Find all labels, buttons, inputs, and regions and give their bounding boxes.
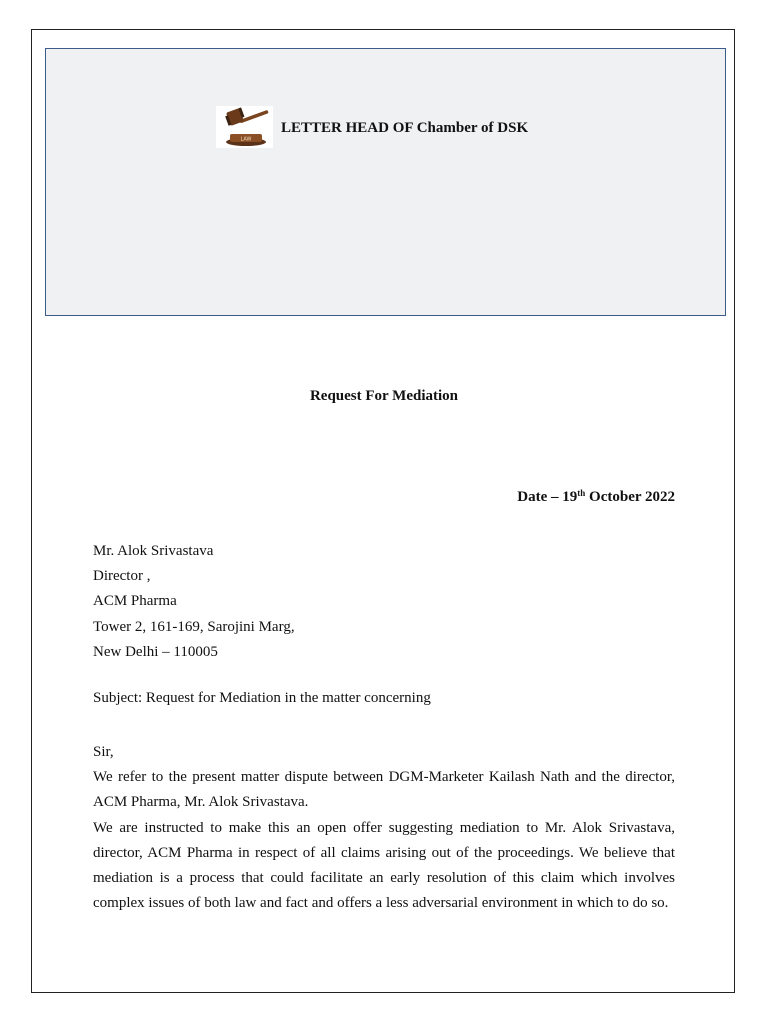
logo-law-text: LAW [240, 136, 252, 143]
document-title: Request For Mediation [309, 388, 459, 404]
date-superscript: th [577, 488, 586, 498]
date-suffix: October 2022 [585, 489, 675, 505]
salutation: Sir, [93, 744, 114, 760]
recipient-name: Mr. Alok Srivastava [93, 543, 214, 559]
body-paragraph: We refer to the present matter dispute between DGM-Marketer Kailash Nath and the director, ACM Pharma, Mr. Alok Srivastava. [93, 769, 675, 811]
body-paragraph: We are instructed to make this an open offer suggesting mediation to Mr. Alok Srivastava, director, ACM Pharma in respect of all claims arising out of the proceedings. We believe that mediation is a process that could facilitate an early resolution of this claim which involves complex issues of both law and fact and offers a less adversarial environment in which to do so. [93, 819, 675, 912]
letterhead-box [45, 48, 726, 316]
subject-line: Subject: Request for Mediation in the matter concerning [93, 690, 431, 706]
letterhead-title: LETTER HEAD OF Chamber of DSK [281, 120, 529, 136]
letter-body [93, 740, 675, 916]
date-prefix: Date – 19 [517, 489, 578, 505]
recipient-company: ACM Pharma [93, 593, 177, 610]
recipient-city: New Delhi – 110005 [93, 643, 218, 660]
date-line [517, 489, 675, 506]
gavel-law-icon [216, 106, 273, 148]
recipient-street: Tower 2, 161-169, Sarojini Marg, [93, 618, 295, 635]
recipient-title: Director , [93, 568, 151, 585]
recipient-address [93, 539, 295, 665]
